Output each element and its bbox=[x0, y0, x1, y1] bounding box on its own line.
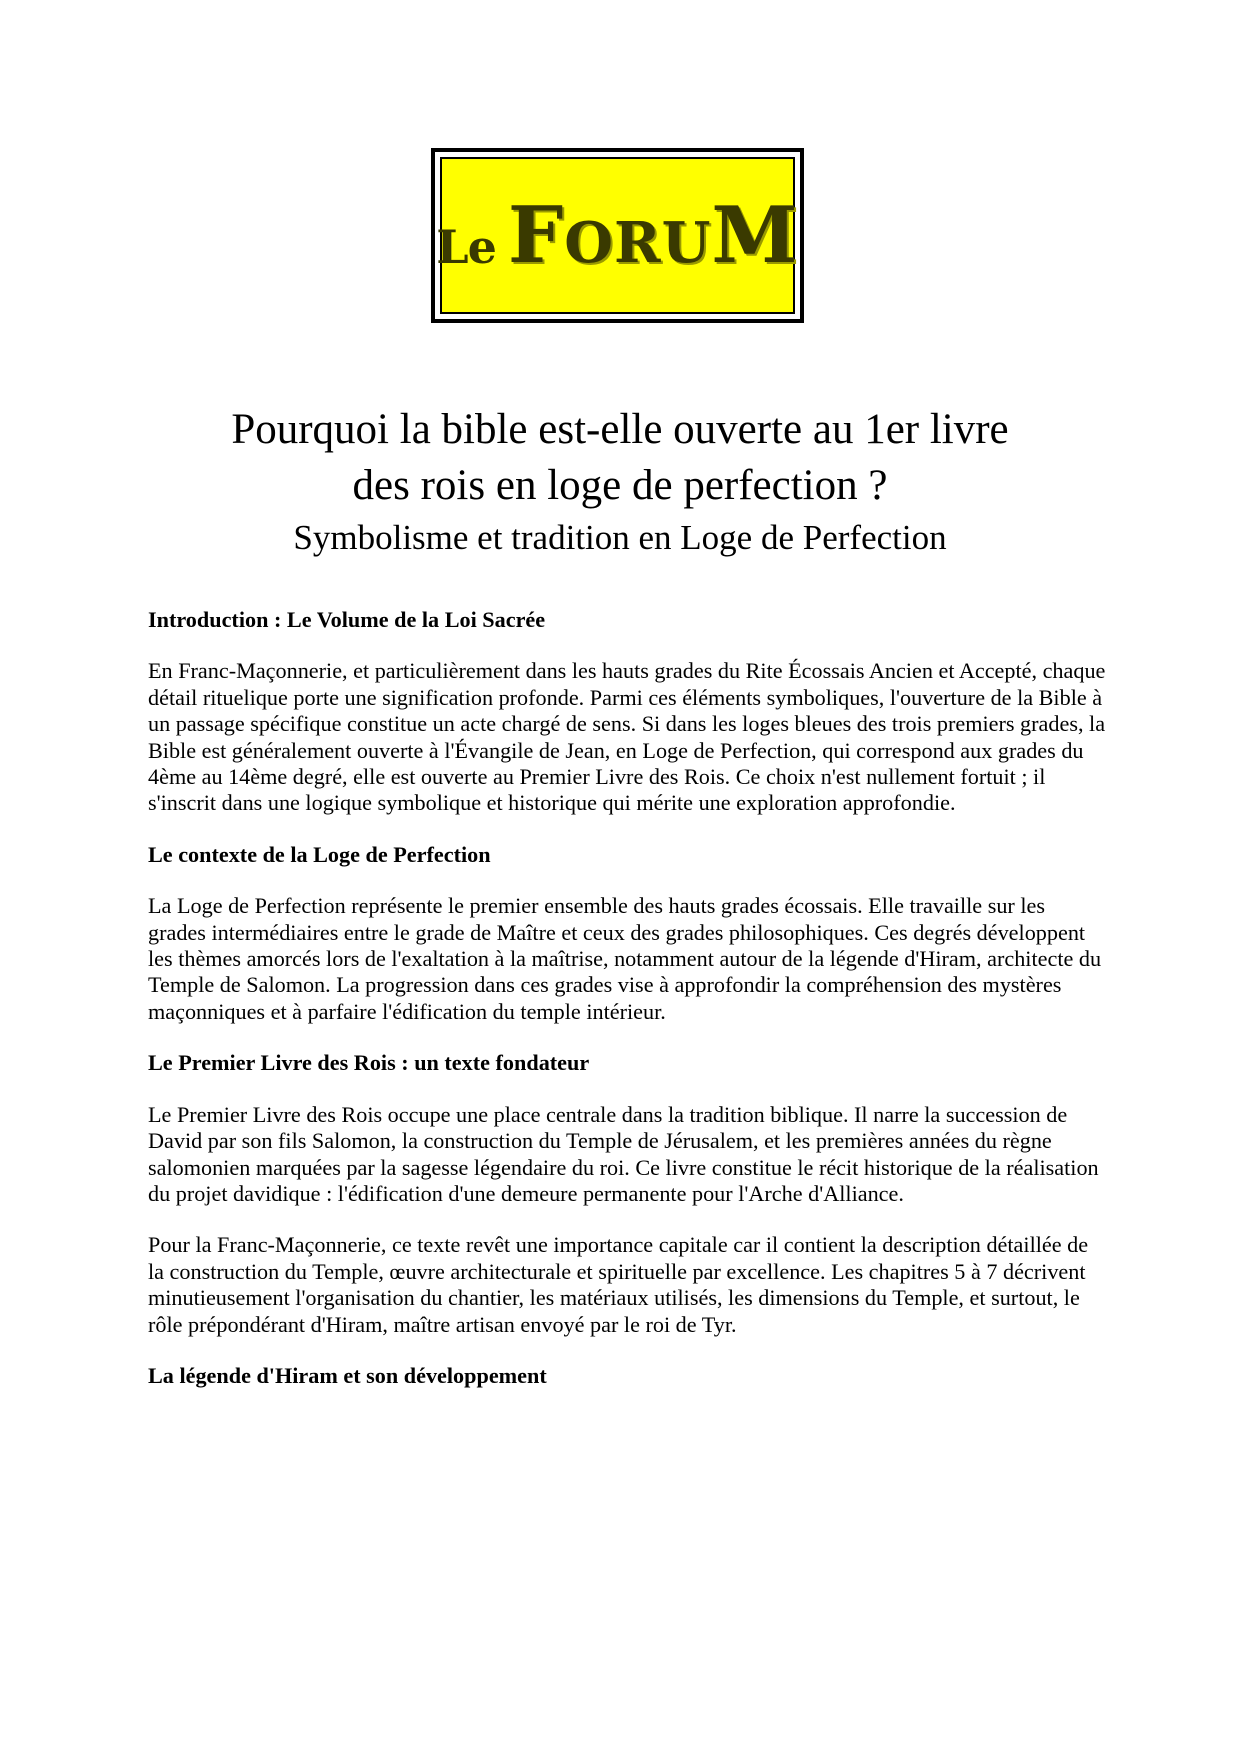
document-subtitle: Symbolisme et tradition en Loge de Perfection bbox=[293, 518, 947, 557]
paragraph-contexte: La Loge de Perfection représente le premier ensemble des hauts grades écossais. Elle travaille sur les grades intermédiaires entre le grade de Maître et ceux des grades philosophiques. Ces degrés développent les thèmes amorcés lors de l'exaltation à la maîtrise, notamment autour de la légende d'Hiram, architecte du Temple de Salomon. La progression dans ces grades vise à approfondir la compréhension des mystères maçonniques et à parfaire l'édification du temple intérieur. bbox=[148, 893, 1102, 1024]
paragraph-premier-livre-1: Le Premier Livre des Rois occupe une place centrale dans la tradition biblique. Il narre la succession de David par son fils Salomon, la construction du Temple de Jérusalem, et les premières années du règne salomonien marquées par la sagesse légendaire du roi. Ce livre constitue le récit historique de la réalisation du projet davidique : l'édification d'une demeure permanente pour l'Arche d'Alliance. bbox=[148, 1101, 1099, 1206]
document-title-line-1: Pourquoi la bible est-elle ouverte au 1er livre bbox=[231, 406, 1009, 453]
section-heading-legende-hiram: La légende d'Hiram et son développement bbox=[148, 1362, 547, 1388]
document-title-line-2: des rois en loge de perfection ? bbox=[352, 462, 888, 509]
document-body bbox=[148, 607, 1108, 1414]
le-forum-logo bbox=[431, 148, 804, 323]
logo-word bbox=[508, 190, 799, 281]
title-block bbox=[100, 402, 1140, 562]
paragraph-premier-livre-2: Pour la Franc-Maçonnerie, ce texte revêt une importance capitale car il contient la description détaillée de la construction du Temple, œuvre architecturale et spirituelle par excellence. Les chapitres 5 à 7 décrivent minutieusement l'organisation du chantier, les matériaux utilisés, les dimensions du Temple, et surtout, le rôle prépondérant d'Hiram, maître artisan envoyé par le roi de Tyr. bbox=[148, 1232, 1089, 1337]
paragraph-introduction: En Franc-Maçonnerie, et particulièrement dans les hauts grades du Rite Écossais Ancien et Accepté, chaque détail rituelique porte une signification profonde. Parmi ces éléments symboliques, l'ouverture de la Bible à un passage spécifique constitue un acte chargé de sens. Si dans les loges bleues des trois premiers grades, la Bible est généralement ouverte à l'Évangile de Jean, en Loge de Perfection, qui correspond aux grades du 4ème au 14ème degré, elle est ouverte au Premier Livre des Rois. Ce choix n'est nullement fortuit ; il s'inscrit dans une logique symbolique et historique qui mérite une exploration approfondie. bbox=[148, 658, 1106, 816]
logo-word-first: F bbox=[507, 190, 565, 281]
section-heading-contexte: Le contexte de la Loge de Perfection bbox=[148, 841, 491, 867]
logo-word-middle: ORU bbox=[564, 210, 712, 276]
section-heading-introduction: Introduction : Le Volume de la Loi Sacrée bbox=[148, 607, 546, 632]
section-heading-premier-livre: Le Premier Livre des Rois : un texte fondateur bbox=[148, 1050, 590, 1076]
logo-yellow-panel bbox=[436, 157, 799, 314]
logo-word-last: M bbox=[711, 190, 799, 281]
logo-prefix: Le bbox=[436, 219, 496, 274]
